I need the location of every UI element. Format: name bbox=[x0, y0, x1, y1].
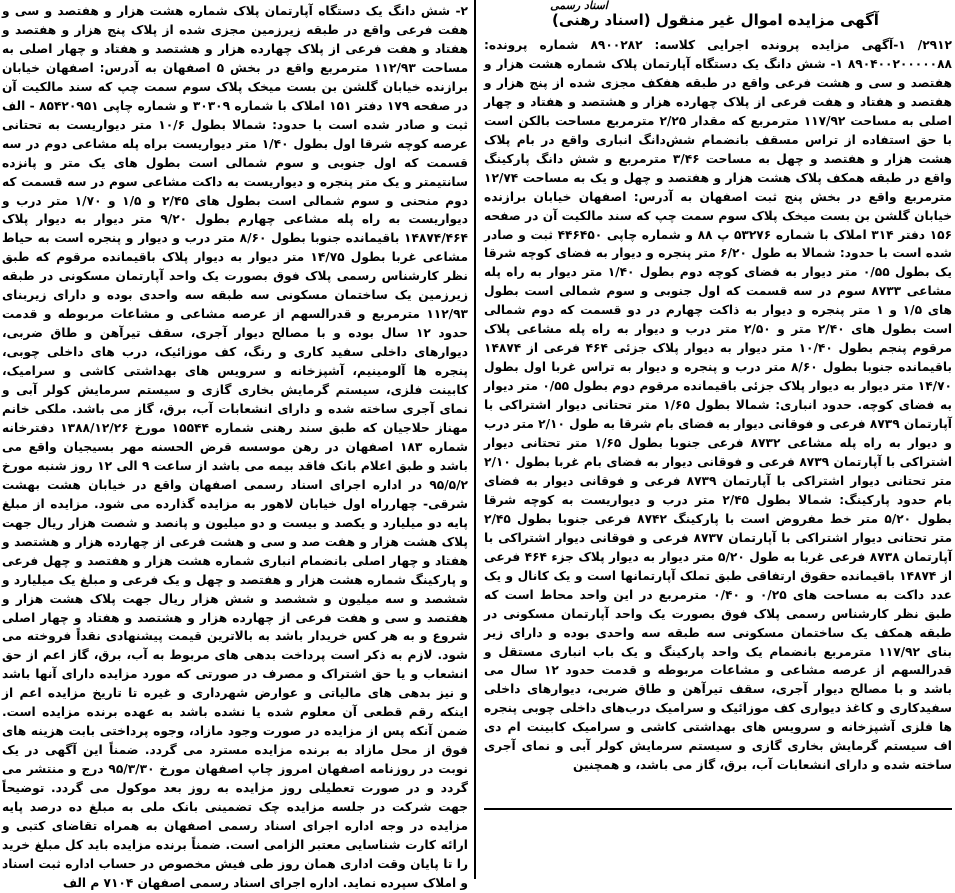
right-column bbox=[484, 36, 952, 808]
column-divider bbox=[474, 0, 476, 879]
left-column-text: ۲- شش دانگ یک دستگاه آپارتمان پلاک شماره هشت هزار و هفتصد و سی و هفت فرعی واقع در طبقه زیرزمین مجزی شده از پلاک پنج هزار و هفتصد و هفتاد و هفت فرعی از پلاک چهارده هزار و هشتصد و هفتاد و چهار اصلی به مساحت ۱۱۲/۹۳ مترمربع واقع در بخش ۵ اصفهان به آدرس: اصفهان خیابان برازنده خیابان گلشن بن بست میخک پلاک سوم سمت چپ که سند مالکیت آن در صفحه ۱۷۹ دفتر ۱۵۱ املاک با شماره ۳۰۳۰۹ و شماره چاپی ۸۵۴۲۰۹۵۱ - الف ثبت و صادر شده است با حدود: شمالا بطول ۱۰/۶ متر دیواریست به تحتانی عرصه کوچه شرقا اول بطول ۱/۴۰ متر دیواریست براه پله مشاعی دوم در سه قسمت که اول جنوبی و سوم شمالی است بطول های یک متر و پانزده سانتیمتر و یک متر پنجره و دیواریست به داکت مشاعی سوم در سه قسمت که دوم منحنی و سوم شمالی است بطول های ۲/۴۵ و ۱/۵ و ۱/۷۰ متر درب و دیواریست به راه پله مشاعی چهارم بطول ۹/۲۰ متر دیوار به دیوار پلاک ۱۴۸۷۴/۴۶۴ باقیمانده جنوبا بطول ۸/۶۰ متر درب و دیوار و پنجره است به حیاط مشاعی غربا بطول ۱۴/۷۵ متر دیوار به دیوار پلاک باقیمانده مرقوم که طبق نظر کارشناس رسمی پلاک فوق بصورت یک واحد آپارتمان مسکونی در طبقه زیرزمین یک ساختمان مسکونی سه طبقه سه واحدی بوده و دارای زیربنای ۱۱۲/۹۳ مترمربع و قدرالسهم از عرصه مشاعی و مشاعات مربوطه و قدمت حدود ۱۲ سال بوده و با مصالح دیوار آجری، سقف تیرآهن و طاق ضربی، دیوارهای داخلی سفید کاری و رنگ، کف موزائیک، درب های داخلی چوبی، پنجره ها آلومینیم، آشپزخانه و سرویس های بهداشتی کاشی و سرامیک، کابینت فلزی، سیستم گرمایش بخاری گازی و سیستم سرمایش کولر آبی و نمای آجری ساخته شده و دارای انشعابات آب، برق، گاز می باشد. ملکی خانم مهناز حلاجیان که طبق سند رهنی شماره ۱۵۵۴۴ مورخ ۱۳۸۸/۱۲/۲۶ دفترخانه شماره ۱۸۳ اصفهان در رهن موسسه قرض الحسنه مهر بسیجیان واقع می باشد و طبق اعلام بانک فاقد بیمه می باشد از ساعت ۹ الی ۱۲ روز شنبه مورخ ۹۵/۵/۲ در اداره اجرای اسناد رسمی اصفهان واقع در خیابان هشت بهشت شرقی- چهارراه اول خیابان لاهور به مزایده گذارده می شود. مزایده از مبلغ پایه دو میلیارد و یکصد و بیست و دو میلیون و پانصد و شصت هزار ریال جهت پلاک هشت هزار و هفت صد و سی و هشت فرعی از چهارده هزار و هشتصد و هفتاد و چهار اصلی بانضمام انباری شماره هشت هزار و هفتصد و چهل فرعی و پارکینگ شماره هشت هزار و هفتصد و چهل و یک فرعی و مبلغ یک میلیارد و ششصد و سه میلیون و ششصد و شش هزار ریال جهت پلاک هشت هزار و هفتصد و سی و هفت فرعی از چهارده هزار و هشتصد و هفتاد و چهار اصلی شروع و به هر کس خریدار باشد به بالاترین قیمت پیشنهادی نقداً فروخته می شود. لازم به ذکر است پرداخت بدهی های مربوط به آب، برق، گاز اعم از حق انشعاب و یا حق اشتراک و مصرف در صورتی که مورد مزایده دارای آنها باشد و نیز بدهی های مالیاتی و عوارض شهرداری و غیره تا تاریخ مزایده اعم از اینکه رقم قطعی آن معلوم شده یا نشده باشد به عهده برنده مزایده است. ضمن آنکه پس از مزایده در صورت وجود مازاد، وجوه پرداختی بابت هزینه های فوق از محل مازاد به برنده مزایده مسترد می گردد. ضمناً این آگهی در یک نوبت در روزنامه اصفهان امروز چاپ اصفهان مورخ ۹۵/۳/۳۰ درج و منتشر می گردد و در صورت تعطیلی روز مزایده به روز بعد موکول می گردد. توضیحاً جهت شرکت در جلسه مزایده چک تضمینی بانک ملی به مبلغ ده درصد پایه مزایده در وجه اداره اجرای اسناد رسمی اصفهان به همراه تقاضای کتبی و ارائه کارت شناسایی معتبر الزامی است. ضمناً برنده مزایده باید کل مبلغ خرید را تا پایان وقت اداری همان روز طی فیش مخصوص در حساب اداره ثبت اسناد و املاک سپرده نماید. اداره اجرای اسناد رسمی اصفهان ۷۱۰۴ م الف bbox=[2, 4, 469, 890]
notice-title: آگهی مزایده اموال غیر منقول (اسناد رهنی) bbox=[552, 11, 879, 29]
right-column-text: ۲۹۱۲/ ۱-آگهی مزایده پرونده اجرایی کلاسه: ۸۹۰۰۲۸۲ شماره پرونده: ۸۹۰۴۰۰۲۰۰۰۰۰۸۸ ۱- شش دانگ یک دستگاه آپارتمان پلاک شماره هشت هزار و هفتصد و سی و هشت فرعی واقع در طبقه هفکف مجزی شده از پنج هزار و هفتصد و هفتاد و هفت فرعی از پلاک چهارده هزار و هشتصد و هفتاد و چهار اصلی به مساحت ۱۱۷/۹۲ مترمربع که مقدار ۲/۲۵ مترمربع مساحت بالکن است با حق استفاده از تراس مسقف بانضمام شش‌دانگ انباری واقع در بام پلاک هشت هزار و هفتصد و چهل به مساحت ۳/۴۶ مترمربع و شش دانگ پارکینگ واقع در طبقه همکف پلاک هشت هزار و هفتصد و چهل و یک به مساحت ۱۲/۷۴ مترمربع واقع در بخش پنج ثبت اصفهان به آدرس: اصفهان خیابان برازنده خیابان گلشن بن بست میخک پلاک سوم سمت چپ که سند مالکیت آن در صفحه ۱۵۶ دفتر ۳۱۴ املاک با شماره ۵۳۲۷۶ پ ۸۸ و شماره چاپی ۴۴۶۴۵۰ ثبت و صادر شده است با حدود: شمالا به طول ۶/۲۰ متر پنجره و دیوار به فضای کوچه شرقا یک بطول ۰/۵۵ متر دیوار به فضای کوچه دوم بطول ۱/۴۰ متر دیوار به راه پله مشاعی ۸۷۳۳ سوم در سه قسمت که اول جنوبی و سوم شمالی است بطول های ۱/۵ و ۱ متر پنجره و دیوار به ذاکت چهارم در دو قسمت که دوم شمالی است بطول های ۲/۴۰ متر و ۲/۵۰ متر درب و دیوار به راه پله مشاعی پلاک مرقوم پنجم بطول ۱۰/۴۰ متر دیوار به دیوار پلاک جزئی ۴۶۴ فرعی از ۱۴۸۷۴ باقیمانده جنوبا بطول ۸/۶۰ متر درب و پنجره و دیوار به تراس غربا اول بطول ۱۴/۷۰ متر دیوار به دیوار پلاک جزئی باقیمانده مرقوم دوم بطول ۰/۵۵ متر دیوار به فضای کوچه. حدود انباری: شمالا بطول ۱/۶۵ متر تحتانی دیوار اشتراکی با آپارتمان ۸۷۳۹ فرعی و فوقانی دیوار به فضای بام شرقا به طول ۲/۱۰ متر درب و دیوار به راه پله مشاعی ۸۷۳۲ فرعی جنوبا بطول ۱/۶۵ متر تحتانی دیوار اشتراکی با آپارتمان ۸۷۳۹ فرعی و فوقانی دیوار به فضای بام غربا بطول ۲/۱۰ متر تحتانی دیوار اشتراکی با آپارتمان ۸۷۳۹ فرعی و فوقانی دیوار به فضای بام حدود پارکینگ: شمالا بطول ۲/۴۵ متر درب و دیواریست به کوچه شرقا بطول ۵/۲۰ متر خط مفروض است با پارکینگ ۸۷۴۲ فرعی جنوبا بطول ۲/۴۵ متر تحتانی دیوار اشتراکی با آپارتمان ۸۷۳۷ فرعی و فوقانی دیوار اشتراکی با آپارتمان ۸۷۳۸ فرعی غربا به طول ۵/۲۰ متر دیوار به دیوار پلاک جزء ۴۶۴ فرعی از ۱۴۸۷۴ باقیمانده حقوق ارتفاقی طبق تملک آپارتمانها است و یک کانال و یک عدد داکت به مساحت های ۰/۲۵ و ۰/۴۰ مترمربع در این واحد محاط است که طبق نظر کارشناس رسمی پلاک فوق بصورت یک واحد آپارتمان مسکونی در طبقه همکف یک ساختمان مسکونی سه طبقه سه واحدی بوده و دارای زیر بنای ۱۱۷/۹۲ مترمربع بانضمام یک واحد پارکینگ و یک باب انباری مستقل و قدرالسهم از عرصه مشاعی و مشاعات مربوطه و قدمت حدود ۱۲ سال می باشد و با مصالح دیوار آجری، سقف تیرآهن و طاق ضربی، دیوارهای داخلی سفیدکاری و کاغذ دیواری کف موزائیک و سرامیک درب‌های داخلی چوبی پنجره ها فلزی آشپزخانه و سرویس های بهداشتی کاشی و سرامیک کابینت ام دی اف سیستم گرمایش بخاری گازی و سیستم سرمایش کولر آبی و نمای آجری ساخته شده و دارای انشعابات آب، برق، گاز می باشد، و همچنین bbox=[484, 38, 953, 773]
notice-header bbox=[476, 0, 955, 36]
left-column bbox=[2, 2, 469, 890]
section-banner: اسناد رسمی bbox=[550, 0, 608, 12]
column-end-rule bbox=[484, 808, 952, 810]
